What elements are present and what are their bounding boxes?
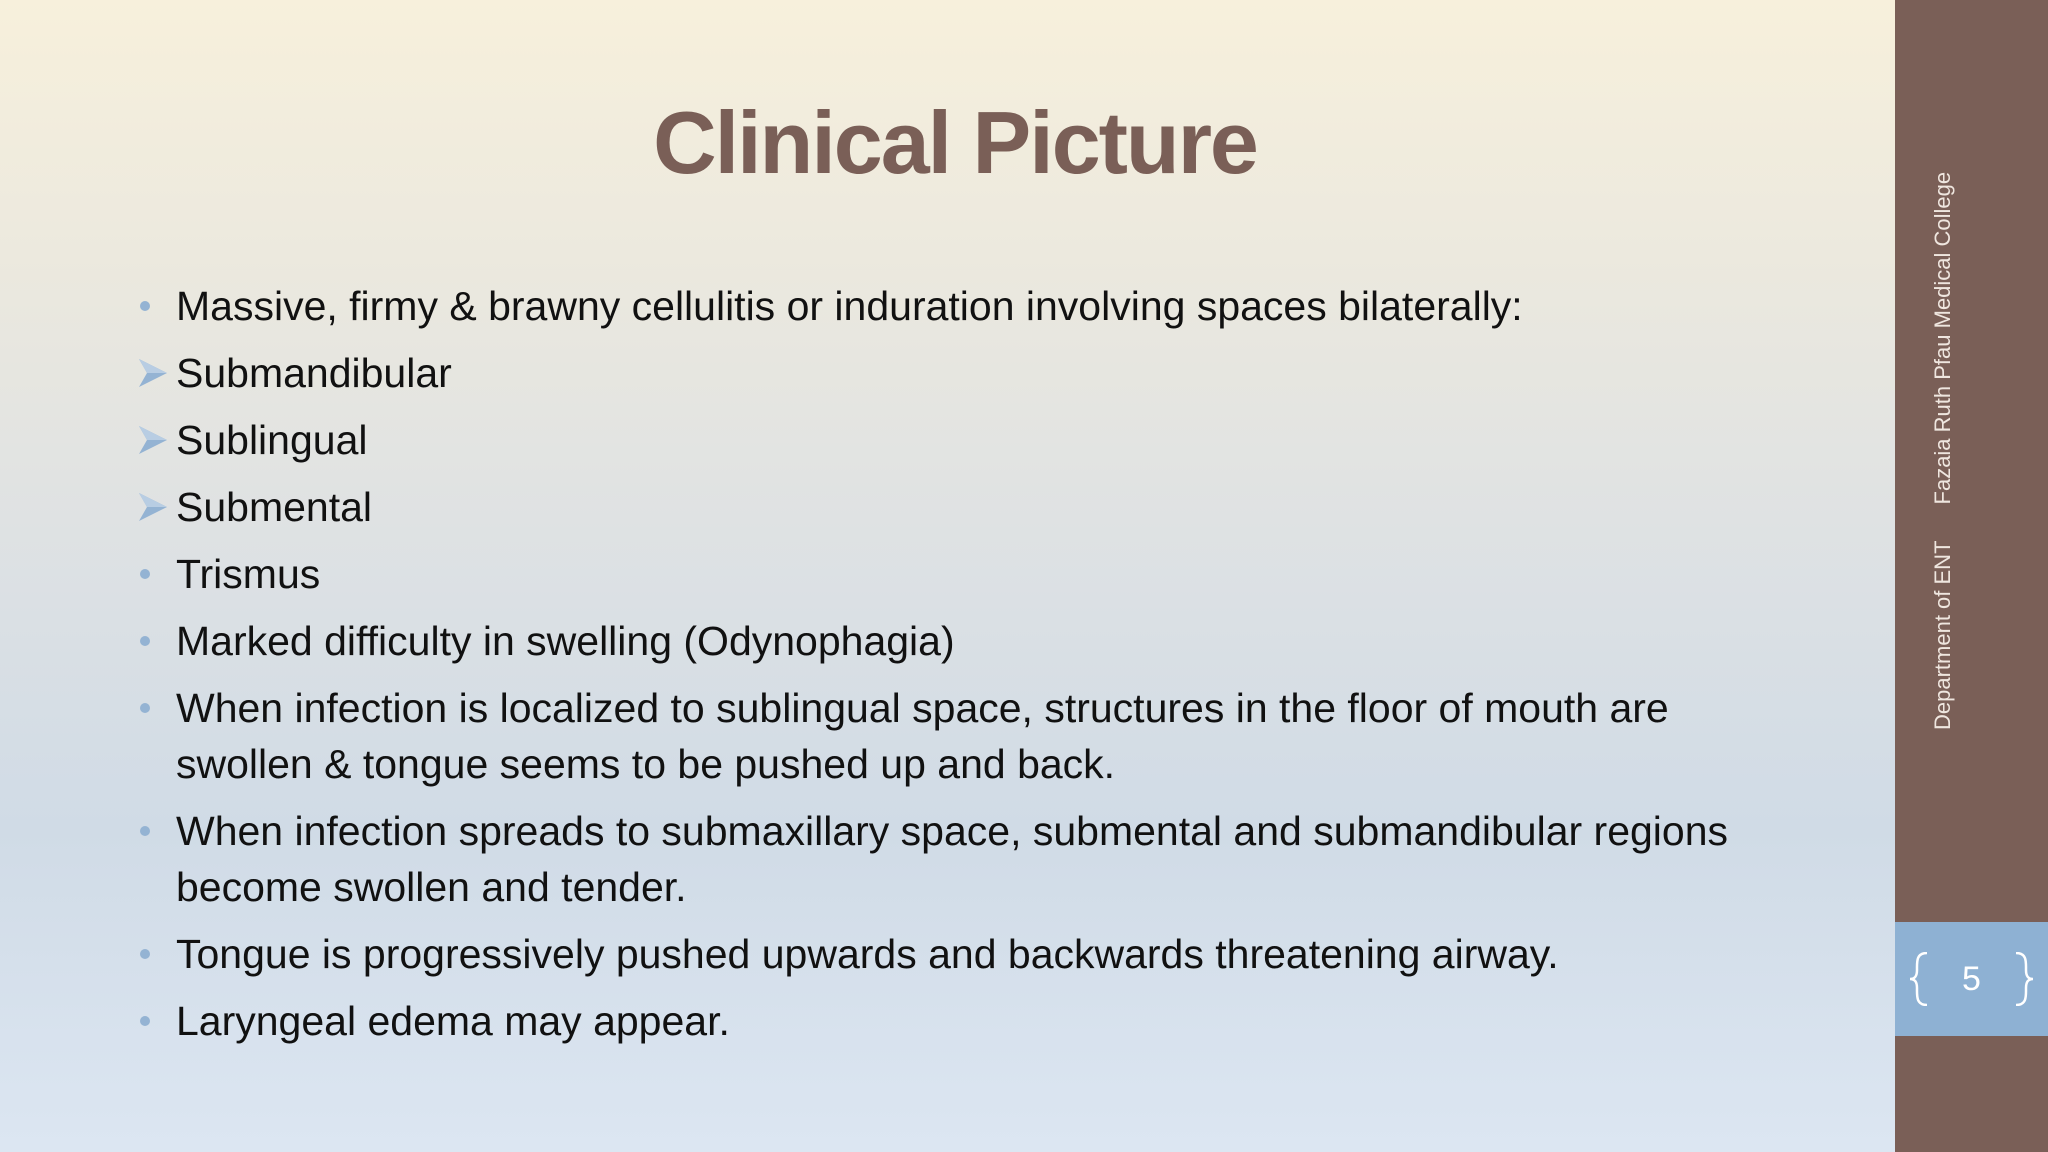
page-number: 5 <box>1962 960 1981 998</box>
list-item-text: Massive, firmy & brawny cellulitis or induration involving spaces bilaterally: <box>176 283 1523 329</box>
bullet-icon <box>136 926 176 982</box>
list-item-text: Marked difficulty in swelling (Odynophagia) <box>176 618 955 664</box>
list-item <box>136 680 1776 792</box>
list-item <box>136 803 1776 915</box>
page-number-box <box>1895 922 2048 1036</box>
college-label: Fazaia Ruth Pfau Medical College <box>1930 171 1955 505</box>
list-item <box>136 345 1776 401</box>
list-item <box>136 993 1776 1049</box>
department-label: Department of ENT <box>1930 540 1955 730</box>
list-item <box>136 613 1776 669</box>
arrow-bullet-icon <box>136 412 176 468</box>
list-item <box>136 479 1776 535</box>
list-item <box>136 412 1776 468</box>
bullet-icon <box>136 278 176 334</box>
bullet-icon <box>136 546 176 602</box>
arrow-bullet-icon <box>136 479 176 535</box>
list-item-text: Laryngeal edema may appear. <box>176 998 730 1044</box>
list-item <box>136 546 1776 602</box>
list-item-text: Trismus <box>176 551 321 597</box>
list-item <box>136 278 1776 334</box>
slide-title: Clinical Picture <box>653 93 1257 192</box>
list-item <box>136 926 1776 982</box>
arrow-bullet-icon <box>136 345 176 401</box>
list-item-text: When infection spreads to submaxillary space, submental and submandibular regions become swollen and tender. <box>176 808 1729 910</box>
list-item-text: Submandibular <box>176 350 452 396</box>
list-item-text: When infection is localized to sublingual space, structures in the floor of mouth are swollen & tongue seems to be pushed up and back. <box>176 685 1669 787</box>
bullet-icon <box>136 613 176 669</box>
list-item-text: Sublingual <box>176 417 368 463</box>
right-bracket-icon <box>2012 952 2034 1006</box>
bullet-list <box>136 278 1776 1060</box>
list-item-text: Submental <box>176 484 373 530</box>
bullet-icon <box>136 993 176 1049</box>
bullet-icon <box>136 803 176 859</box>
list-item-text: Tongue is progressively pushed upwards and backwards threatening airway. <box>176 931 1559 977</box>
bullet-icon <box>136 680 176 736</box>
